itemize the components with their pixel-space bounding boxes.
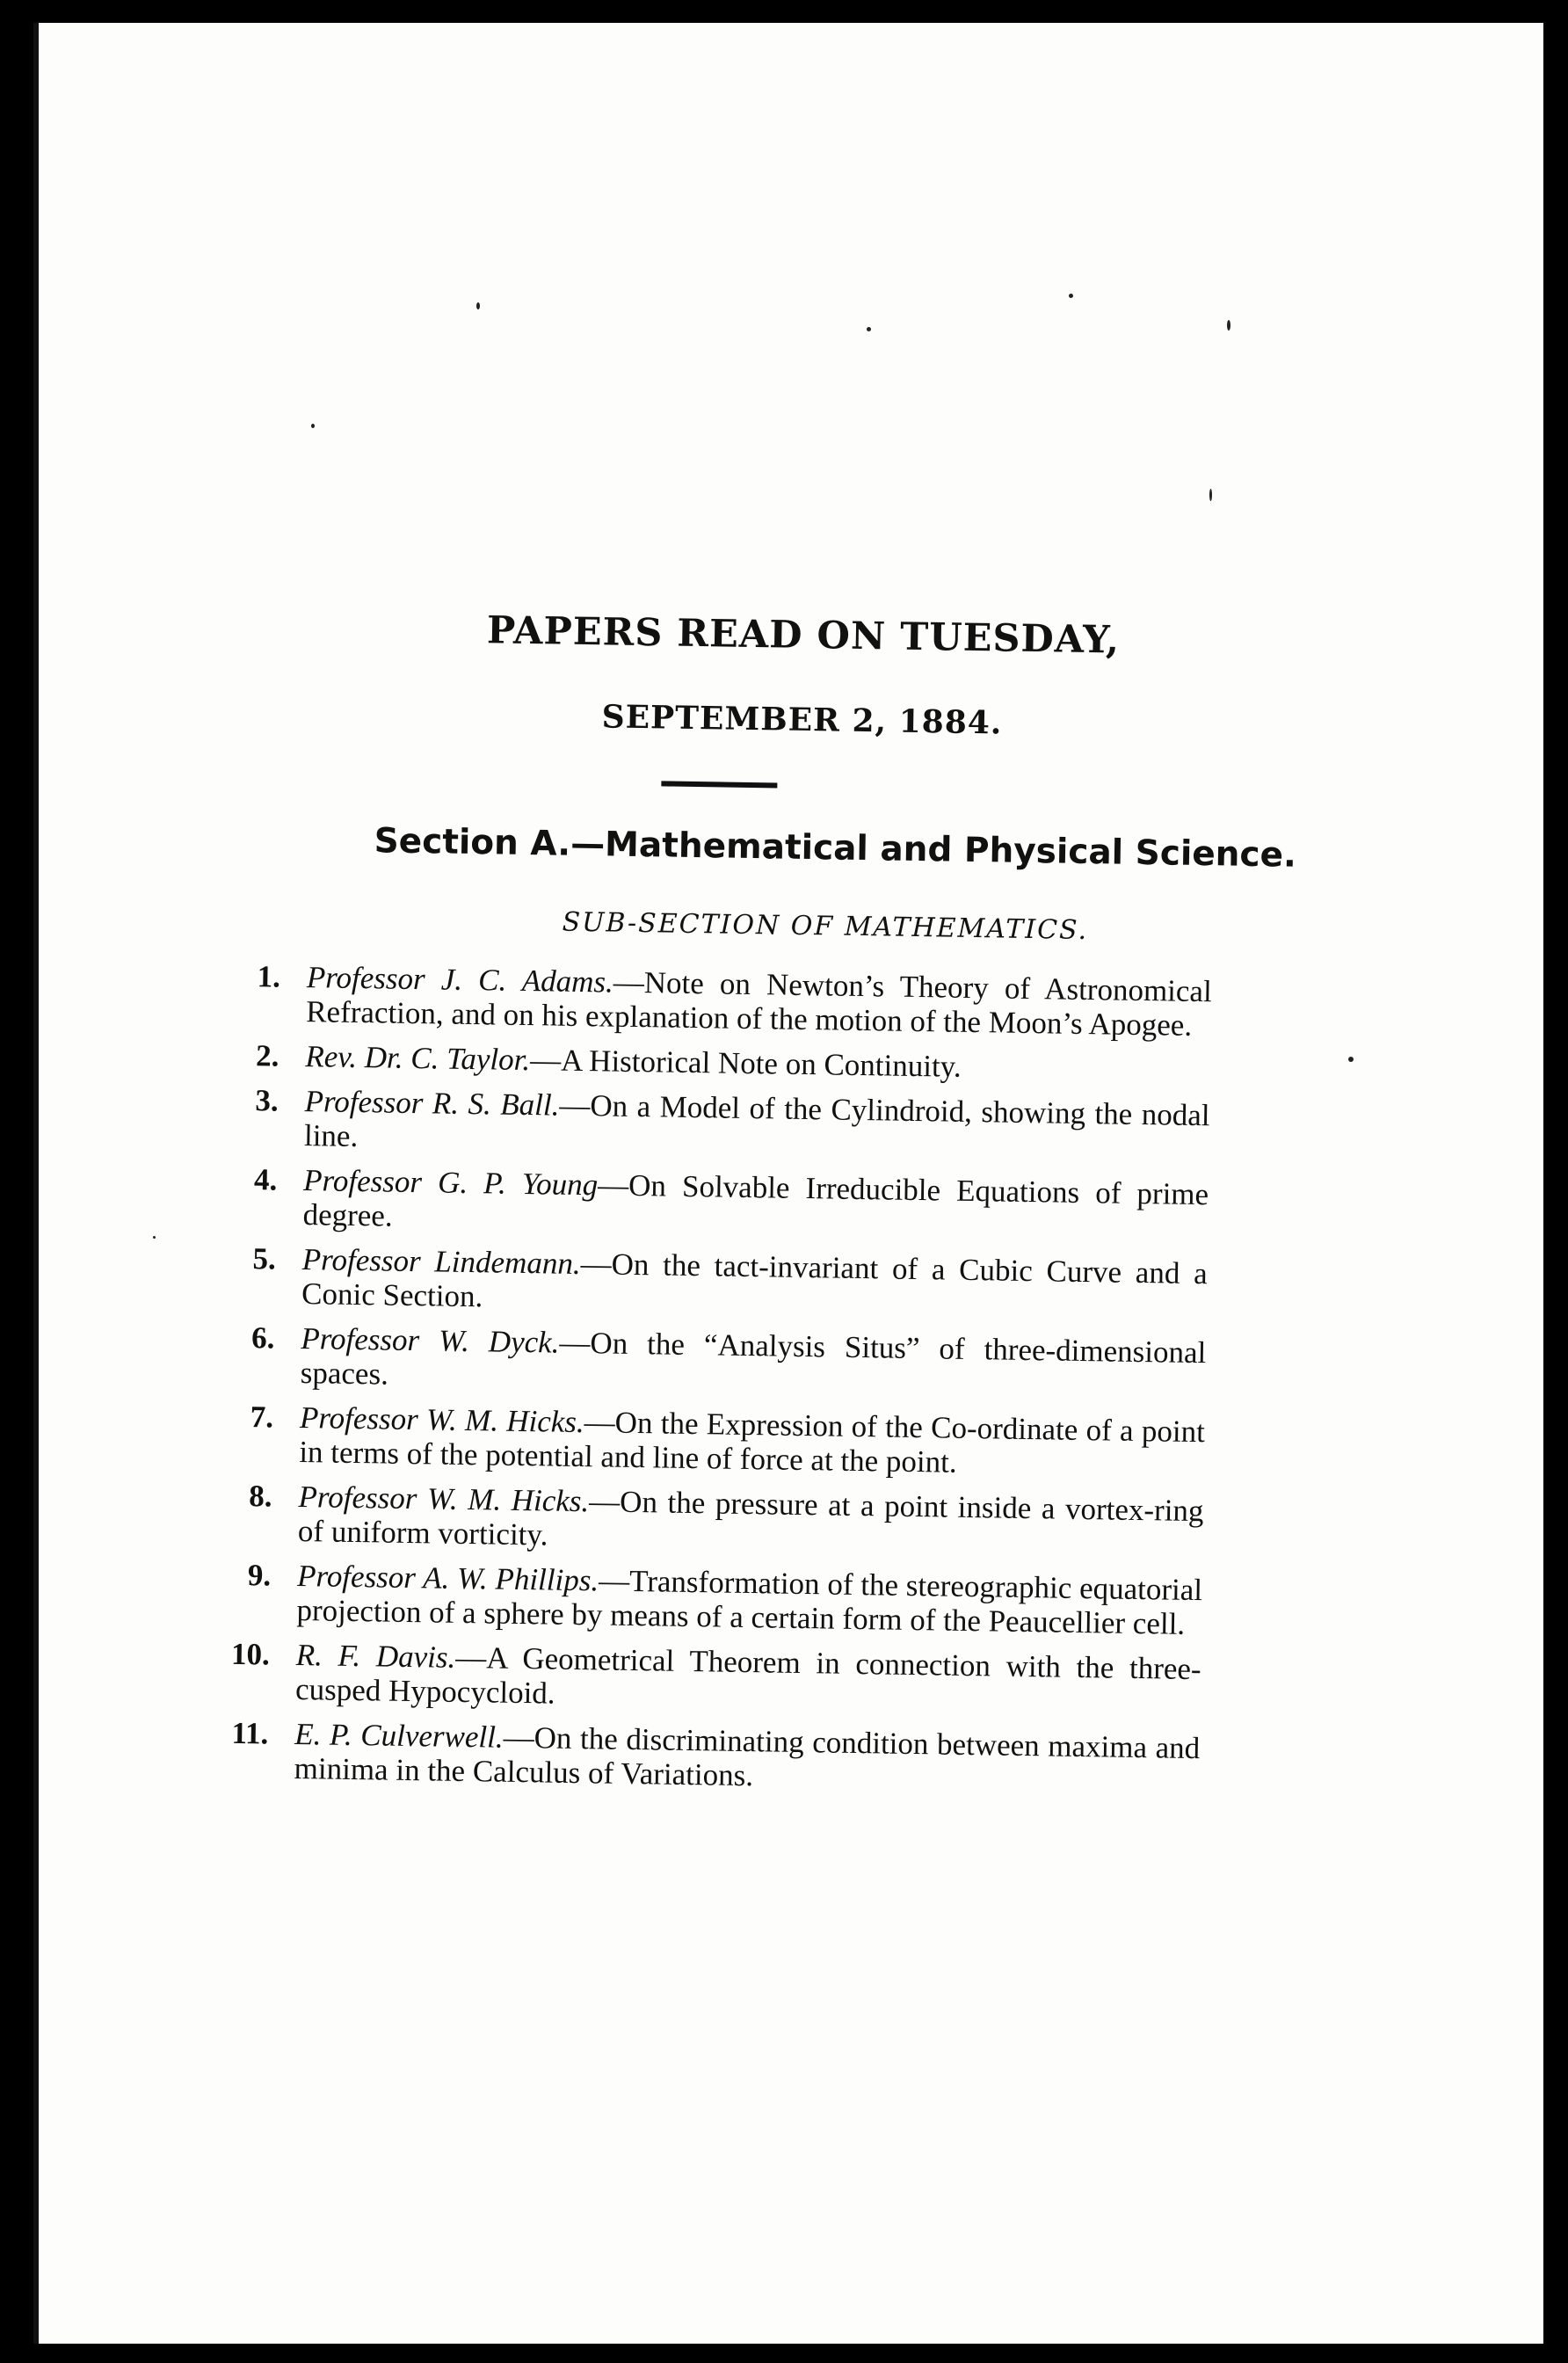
- paper-title: —On the “Analysis Situs” of three-dimensional spaces.: [300, 1325, 1207, 1392]
- paper-number: 5.: [252, 1241, 277, 1276]
- list-item: [207, 1636, 1201, 1720]
- paper-number: 4.: [253, 1162, 278, 1197]
- list-item: [217, 1038, 1210, 1088]
- page-title: PAPERS READ ON TUESDAY,: [486, 608, 1121, 663]
- paper-number: 2.: [255, 1038, 279, 1073]
- paper-title: —On the tact-invariant of a Cubic Curve and a Conic Section.: [301, 1247, 1209, 1314]
- paper-number: 11.: [231, 1715, 269, 1751]
- paper-sheet: [33, 23, 1543, 2344]
- paper-author: Professor W. M. Hicks.: [299, 1400, 585, 1440]
- section-title: Section A.—Mathematical and Physical Science.: [374, 821, 1297, 876]
- paper-number: 9.: [247, 1558, 272, 1593]
- paper-author: Professor W. M. Hicks.: [298, 1480, 590, 1519]
- list-item: [210, 1478, 1204, 1562]
- paper-author: Professor A. W. Phillips.: [296, 1559, 599, 1598]
- paper-author: Professor Lindemann.: [301, 1242, 581, 1282]
- list-item: [218, 959, 1212, 1043]
- paper-author: Professor G. P. Young: [302, 1163, 599, 1203]
- paper-author: Professor W. Dyck.: [301, 1321, 560, 1360]
- papers-list: [206, 959, 1212, 1811]
- paper-number: 8.: [249, 1479, 272, 1514]
- paper-number: 3.: [255, 1083, 279, 1118]
- list-item: [213, 1320, 1207, 1404]
- list-item: [206, 1715, 1200, 1800]
- list-item: [208, 1557, 1202, 1641]
- paper-number: 10.: [230, 1636, 271, 1672]
- paper-number: 1.: [257, 959, 281, 994]
- paper-title: —A Historical Note on Continuity.: [529, 1043, 962, 1084]
- list-item: [211, 1399, 1205, 1483]
- paper-title: —On a Model of the Cylindroid, showing the nodal line.: [303, 1087, 1210, 1154]
- paper-title: —On the pressure at a point inside a vortex-ring of uniform vorticity.: [297, 1484, 1204, 1552]
- paper-title: —On the discriminating condition between maxima and minima in the Calculus of Variations.: [294, 1720, 1201, 1793]
- paper-author: E. P. Culverwell.: [294, 1716, 504, 1755]
- subsection-title: SUB-SECTION OF MATHEMATICS.: [562, 906, 1089, 947]
- paper-title: —Transformation of the stereographic equatorial projection of a sphere by means of a certain form of the Peaucellier cell.: [296, 1563, 1203, 1641]
- paper-author: Professor J. C. Adams.: [306, 960, 614, 1000]
- page-date: SEPTEMBER 2, 1884.: [601, 698, 1003, 742]
- paper-author: R. F. Davis.: [295, 1637, 456, 1675]
- paper-number: 6.: [250, 1320, 275, 1356]
- page-content: [33, 23, 1543, 2344]
- paper-title: —On the Expression of the Co-ordinate of a point in terms of the potential and line of force at the point.: [299, 1405, 1206, 1480]
- paper-author: Professor R. S. Ball.: [304, 1084, 560, 1123]
- title-rule: [661, 781, 777, 788]
- paper-number: 7.: [250, 1400, 274, 1435]
- paper-title: —On Solvable Irreducible Equations of prime degree.: [302, 1167, 1209, 1233]
- paper-author: Rev. Dr. C. Taylor.: [305, 1039, 531, 1078]
- list-item: [214, 1161, 1209, 1246]
- list-item: [214, 1240, 1208, 1325]
- paper-title: —Note on Newton’s Theory of Astronomical Refraction, and on his explanation of the motion of the Moon’s Apogee.: [305, 964, 1213, 1043]
- list-item: [216, 1082, 1210, 1167]
- paper-title: —A Geometrical Theorem in connection with the three-cusped Hypocycloid.: [294, 1640, 1201, 1711]
